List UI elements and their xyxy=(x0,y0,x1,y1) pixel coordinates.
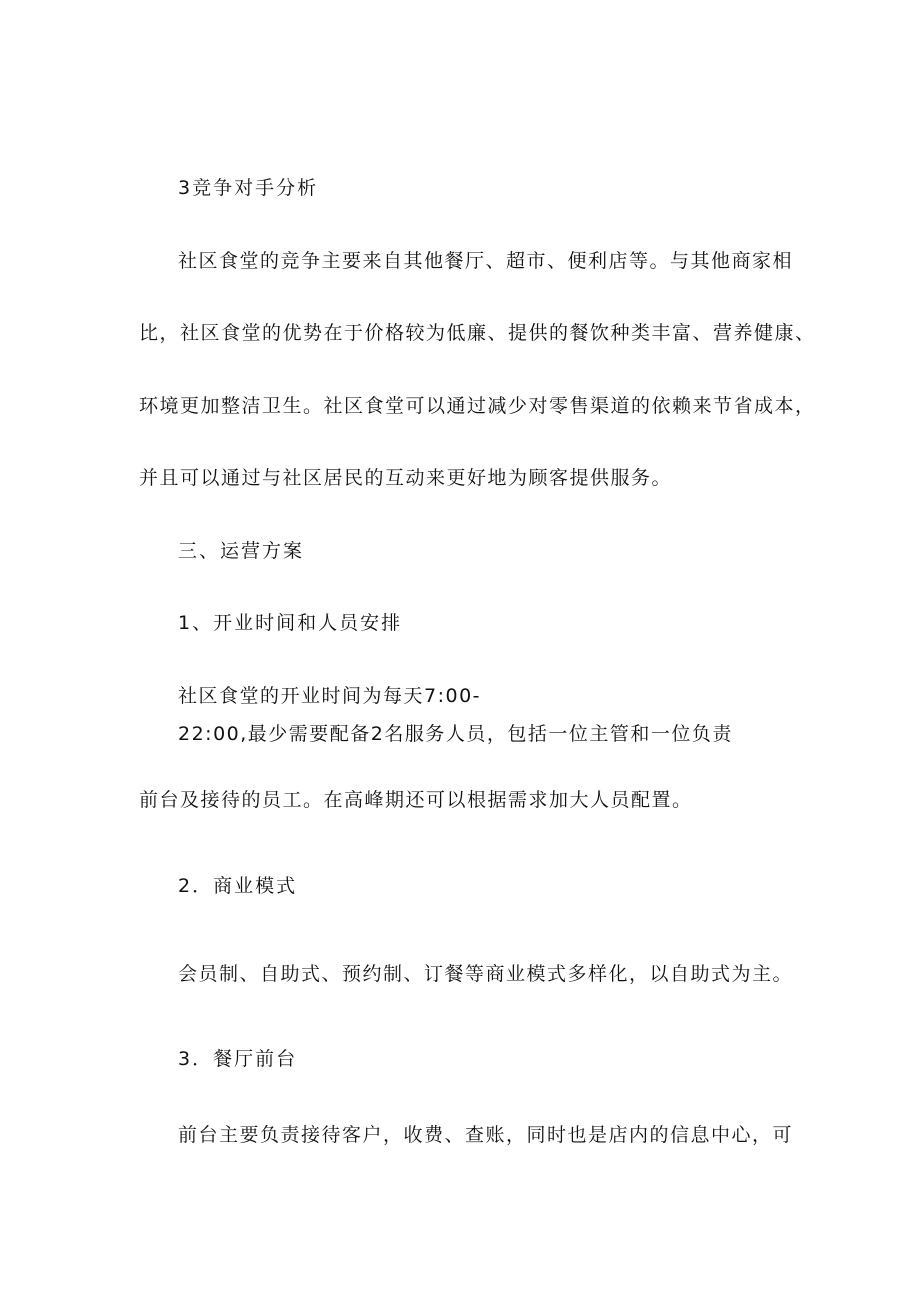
paragraph-line: 环境更加整洁卫生。社区食堂可以通过减少对零售渠道的依赖来节省成本， xyxy=(139,395,816,417)
paragraph-line: 会员制、自助式、预约制、订餐等商业模式多样化，以自助式为主。 xyxy=(178,963,794,985)
subsection-heading-front-desk: 3．餐厅前台 xyxy=(178,1048,298,1070)
paragraph-line: 比，社区食堂的优势在于价格较为低廉、提供的餐饮种类丰富、营养健康、 xyxy=(139,322,816,344)
subsection-heading-hours-staffing: 1、开业时间和人员安排 xyxy=(178,612,403,634)
paragraph-line: 并且可以通过与社区居民的互动来更好地为顾客提供服务。 xyxy=(139,467,673,489)
paragraph-line: 社区食堂的开业时间为每天7:00- xyxy=(178,685,482,707)
paragraph-line: 社区食堂的竞争主要来自其他餐厅、超市、便利店等。与其他商家相 xyxy=(178,250,794,272)
section-heading-operations-plan: 三、运营方案 xyxy=(178,540,305,562)
paragraph-line: 前台主要负责接待客户，收费、查账，同时也是店内的信息中心，可 xyxy=(178,1124,794,1146)
subsection-heading-business-model: 2．商业模式 xyxy=(178,875,298,897)
paragraph-line: 前台及接待的员工。在高峰期还可以根据需求加大人员配置。 xyxy=(139,789,693,811)
section-heading-competitor-analysis: 3竞争对手分析 xyxy=(178,177,319,199)
paragraph-line: 22:00,最少需要配备2名服务人员，包括一位主管和一位负责 xyxy=(178,723,733,745)
